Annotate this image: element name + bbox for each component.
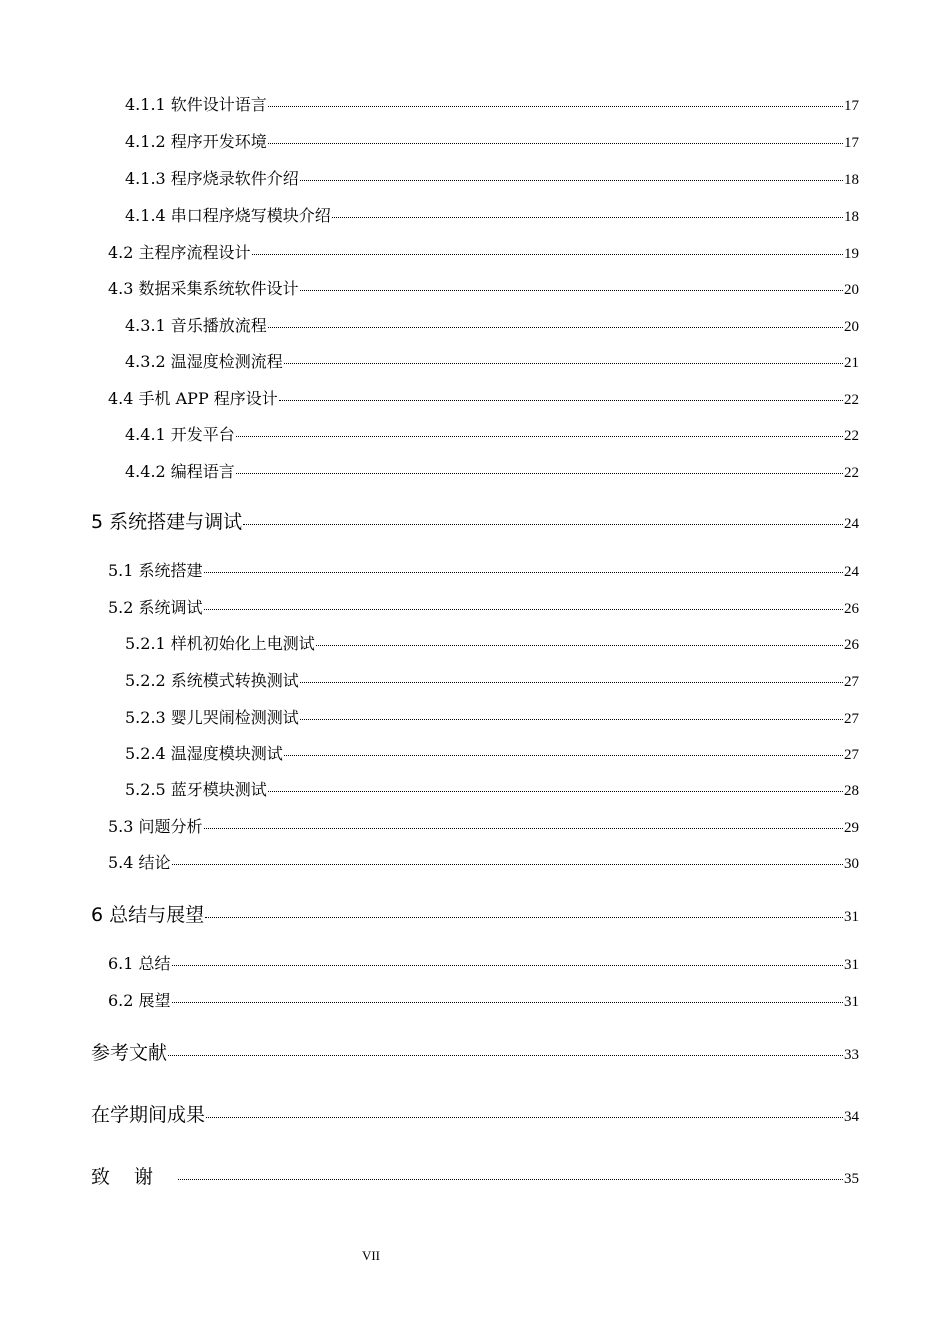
toc-entry[interactable] <box>125 459 859 482</box>
toc-entry-title: 4.3.1 音乐播放流程 <box>125 316 267 335</box>
toc-entry-title: 5.2.1 样机初始化上电测试 <box>125 634 315 653</box>
toc-entry[interactable] <box>108 240 859 263</box>
toc-dot-leader <box>300 682 843 683</box>
toc-dot-leader <box>268 106 843 107</box>
toc-entry[interactable] <box>125 203 859 226</box>
toc-dot-leader <box>268 791 843 792</box>
toc-entry-page: 33 <box>844 1047 859 1063</box>
toc-entry[interactable] <box>108 951 859 974</box>
toc-dot-leader <box>172 864 843 865</box>
toc-entry-page: 29 <box>844 820 859 836</box>
toc-entry[interactable] <box>125 741 859 764</box>
toc-dot-leader <box>284 755 843 756</box>
toc-dot-leader <box>236 436 843 437</box>
toc-entry-page: 18 <box>844 172 859 188</box>
toc-entry-page: 31 <box>844 957 859 973</box>
toc-entry[interactable] <box>91 1162 859 1189</box>
toc-dot-leader <box>204 572 843 573</box>
toc-entry-title: 4.1.1 软件设计语言 <box>125 95 267 114</box>
toc-entry[interactable] <box>125 313 859 336</box>
toc-entry[interactable] <box>91 507 859 534</box>
toc-entry-page: 31 <box>844 994 859 1010</box>
toc-dot-leader <box>300 290 843 291</box>
toc-entry[interactable] <box>108 595 859 618</box>
toc-entry-title: 4.2 主程序流程设计 <box>108 243 251 262</box>
toc-entry[interactable] <box>125 668 859 691</box>
toc-dot-leader <box>284 363 843 364</box>
toc-entry-page: 31 <box>844 909 859 925</box>
toc-entry-title: 4.1.2 程序开发环境 <box>125 132 267 151</box>
toc-entry-title: 5.2.2 系统模式转换测试 <box>125 671 299 690</box>
toc-entry-title: 6 总结与展望 <box>91 904 205 926</box>
toc-dot-leader <box>172 965 843 966</box>
toc-entry-page: 20 <box>844 319 859 335</box>
toc-entry-page: 19 <box>844 246 859 262</box>
toc-dot-leader <box>236 473 843 474</box>
toc-entry-page: 18 <box>844 209 859 225</box>
toc-dot-leader <box>268 327 843 328</box>
toc-entry-title: 参考文献 <box>91 1042 168 1064</box>
toc-dot-leader <box>172 1002 843 1003</box>
toc-entry-title: 6.2 展望 <box>108 991 171 1010</box>
toc-dot-leader <box>205 917 843 918</box>
toc-dot-leader <box>178 1179 843 1180</box>
toc-dot-leader <box>204 828 843 829</box>
toc-entry-page: 27 <box>844 747 859 763</box>
toc-entry[interactable] <box>125 631 859 654</box>
toc-entry[interactable] <box>125 166 859 189</box>
toc-entry[interactable] <box>91 1038 859 1065</box>
toc-dot-leader <box>252 254 843 255</box>
toc-entry[interactable] <box>125 349 859 372</box>
toc-entry-title: 5.3 问题分析 <box>108 817 203 836</box>
toc-entry-title: 5.1 系统搭建 <box>108 561 203 580</box>
toc-dot-leader <box>243 524 843 525</box>
toc-entry-page: 20 <box>844 282 859 298</box>
toc-dot-leader <box>332 217 843 218</box>
toc-entry-title: 5 系统搭建与调试 <box>91 511 243 533</box>
toc-dot-leader <box>279 400 843 401</box>
toc-entry-title: 4.4.1 开发平台 <box>125 425 235 444</box>
toc-entry-title: 4.1.4 串口程序烧写模块介绍 <box>125 206 331 225</box>
toc-entry-page: 35 <box>844 1171 859 1187</box>
toc-entry[interactable] <box>125 777 859 800</box>
toc-entry[interactable] <box>125 129 859 152</box>
toc-entry-title: 4.4 手机 APP 程序设计 <box>108 389 278 408</box>
toc-entry-page: 24 <box>844 516 859 532</box>
toc-entry-title: 6.1 总结 <box>108 954 171 973</box>
toc-entry[interactable] <box>91 900 859 927</box>
toc-entry-title: 在学期间成果 <box>91 1104 206 1126</box>
page-number: VII <box>361 1248 381 1263</box>
toc-entry[interactable] <box>108 988 859 1011</box>
toc-dot-leader <box>268 143 843 144</box>
toc-entry-title: 致谢 <box>91 1166 178 1188</box>
toc-entry-page: 22 <box>844 465 859 481</box>
toc-entry-title: 5.2.5 蓝牙模块测试 <box>125 780 267 799</box>
toc-entry[interactable] <box>91 1100 859 1127</box>
toc-entry[interactable] <box>125 422 859 445</box>
toc-entry[interactable] <box>125 92 859 115</box>
toc-entry[interactable] <box>108 558 859 581</box>
toc-entry-title: 5.4 结论 <box>108 853 171 872</box>
toc-entry-page: 17 <box>844 135 859 151</box>
toc-entry-page: 21 <box>844 355 859 371</box>
toc-dot-leader <box>300 180 843 181</box>
toc-entry-title: 4.3.2 温湿度检测流程 <box>125 352 283 371</box>
toc-entry-page: 27 <box>844 711 859 727</box>
toc-entry-page: 17 <box>844 98 859 114</box>
toc-entry-title: 5.2.4 温湿度模块测试 <box>125 744 283 763</box>
toc-entry-title: 4.1.3 程序烧录软件介绍 <box>125 169 299 188</box>
toc-entry-page: 27 <box>844 674 859 690</box>
toc-dot-leader <box>300 719 843 720</box>
toc-entry-title: 4.3 数据采集系统软件设计 <box>108 279 299 298</box>
toc-entry-title: 5.2.3 婴儿哭闹检测测试 <box>125 708 299 727</box>
toc-entry-page: 34 <box>844 1109 859 1125</box>
toc-entry[interactable] <box>125 705 859 728</box>
toc-entry-page: 24 <box>844 564 859 580</box>
toc-entry-title: 4.4.2 编程语言 <box>125 462 235 481</box>
toc-dot-leader <box>168 1055 843 1056</box>
toc-dot-leader <box>316 645 843 646</box>
toc-entry[interactable] <box>108 814 859 837</box>
toc-entry-title: 5.2 系统调试 <box>108 598 203 617</box>
toc-dot-leader <box>206 1117 843 1118</box>
toc-entry-page: 22 <box>844 428 859 444</box>
toc-entry-page: 30 <box>844 856 859 872</box>
toc-entry-page: 26 <box>844 601 859 617</box>
toc-entry[interactable] <box>108 386 859 409</box>
toc-dot-leader <box>204 609 843 610</box>
toc-entry-page: 26 <box>844 637 859 653</box>
toc-entry[interactable] <box>108 850 859 873</box>
toc-entry-page: 28 <box>844 783 859 799</box>
toc-entry-page: 22 <box>844 392 859 408</box>
toc-entry[interactable] <box>108 276 859 299</box>
